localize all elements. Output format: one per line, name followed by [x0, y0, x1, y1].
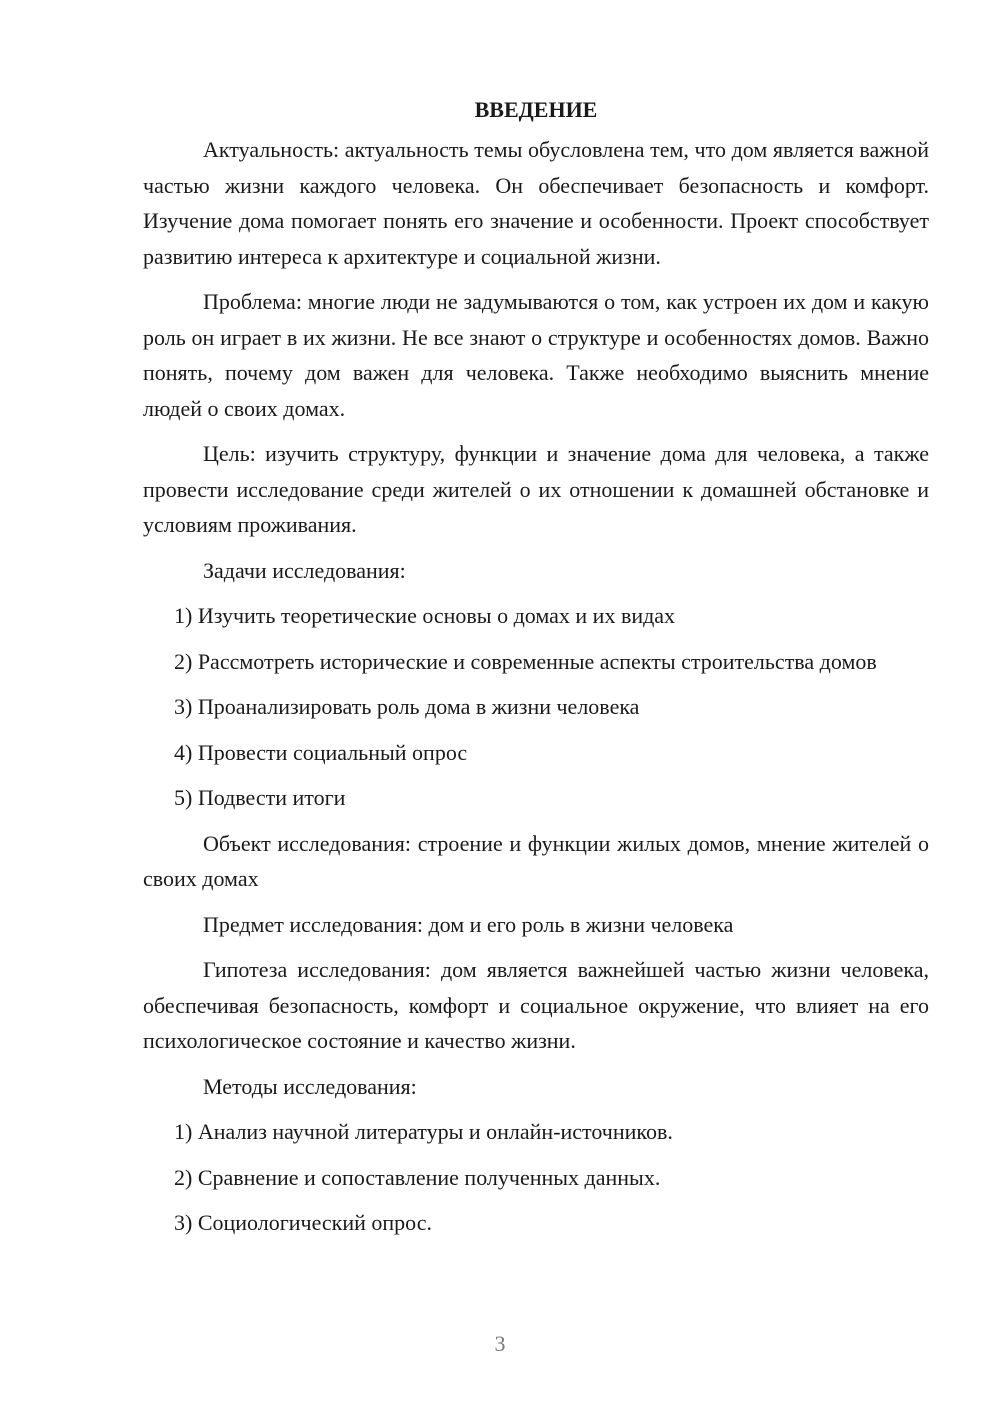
task-item-3: 3) Проанализировать роль дома в жизни человека	[174, 694, 640, 719]
task-item-1: 1) Изучить теоретические основы о домах и их видах	[174, 603, 676, 628]
method-item-2: 2) Сравнение и сопоставление полученных данных.	[174, 1164, 661, 1190]
problem-paragraph: Проблема: многие люди не задумываются о том, как устроен их дом и какую роль он играет в их жизни. Не все знают о структуре и особенностях домов. Важно понять, почему дом важен для человека. Также необходимо выяснить мнение людей о своих домах.	[143, 289, 929, 421]
subject-paragraph: Предмет исследования: дом и его роль в жизни человека	[203, 911, 734, 937]
page-number: 3	[494, 1331, 506, 1356]
document-page	[143, 92, 929, 1251]
tasks-heading: Задачи исследования:	[203, 557, 406, 583]
method-item-3: 3) Социологический опрос.	[174, 1210, 432, 1235]
method-item-1: 1) Анализ научной литературы и онлайн-источников.	[174, 1119, 673, 1144]
task-item-4: 4) Провести социальный опрос	[174, 739, 468, 765]
task-item-2: 2) Рассмотреть исторические и современные аспекты строительства домов	[174, 648, 877, 674]
section-title: ВВЕДЕНИЕ	[474, 97, 598, 122]
task-item-5: 5) Подвести итоги	[174, 785, 346, 810]
object-paragraph: Объект исследования: строение и функции жилых домов, мнение жителей о своих домах	[143, 830, 929, 891]
hypothesis-paragraph: Гипотеза исследования: дом является важнейшей частью жизни человека, обеспечивая безопасность, комфорт и социальное окружение, что влияет на его психологическое состояние и качество жизни.	[143, 957, 929, 1053]
relevance-paragraph: Актуальность: актуальность темы обусловлена тем, что дом является важной частью жизни каждого человека. Он обеспечивает безопасность и комфорт. Изучение дома помогает понять его значение и особенности. Проект способствует развитию интереса к архитектуре и социальной жизни.	[143, 137, 929, 269]
methods-heading: Методы исследования:	[203, 1073, 417, 1099]
goal-paragraph: Цель: изучить структуру, функции и значение дома для человека, а также провести исследование среди жителей о их отношении к домашней обстановке и условиям проживания.	[143, 441, 929, 537]
